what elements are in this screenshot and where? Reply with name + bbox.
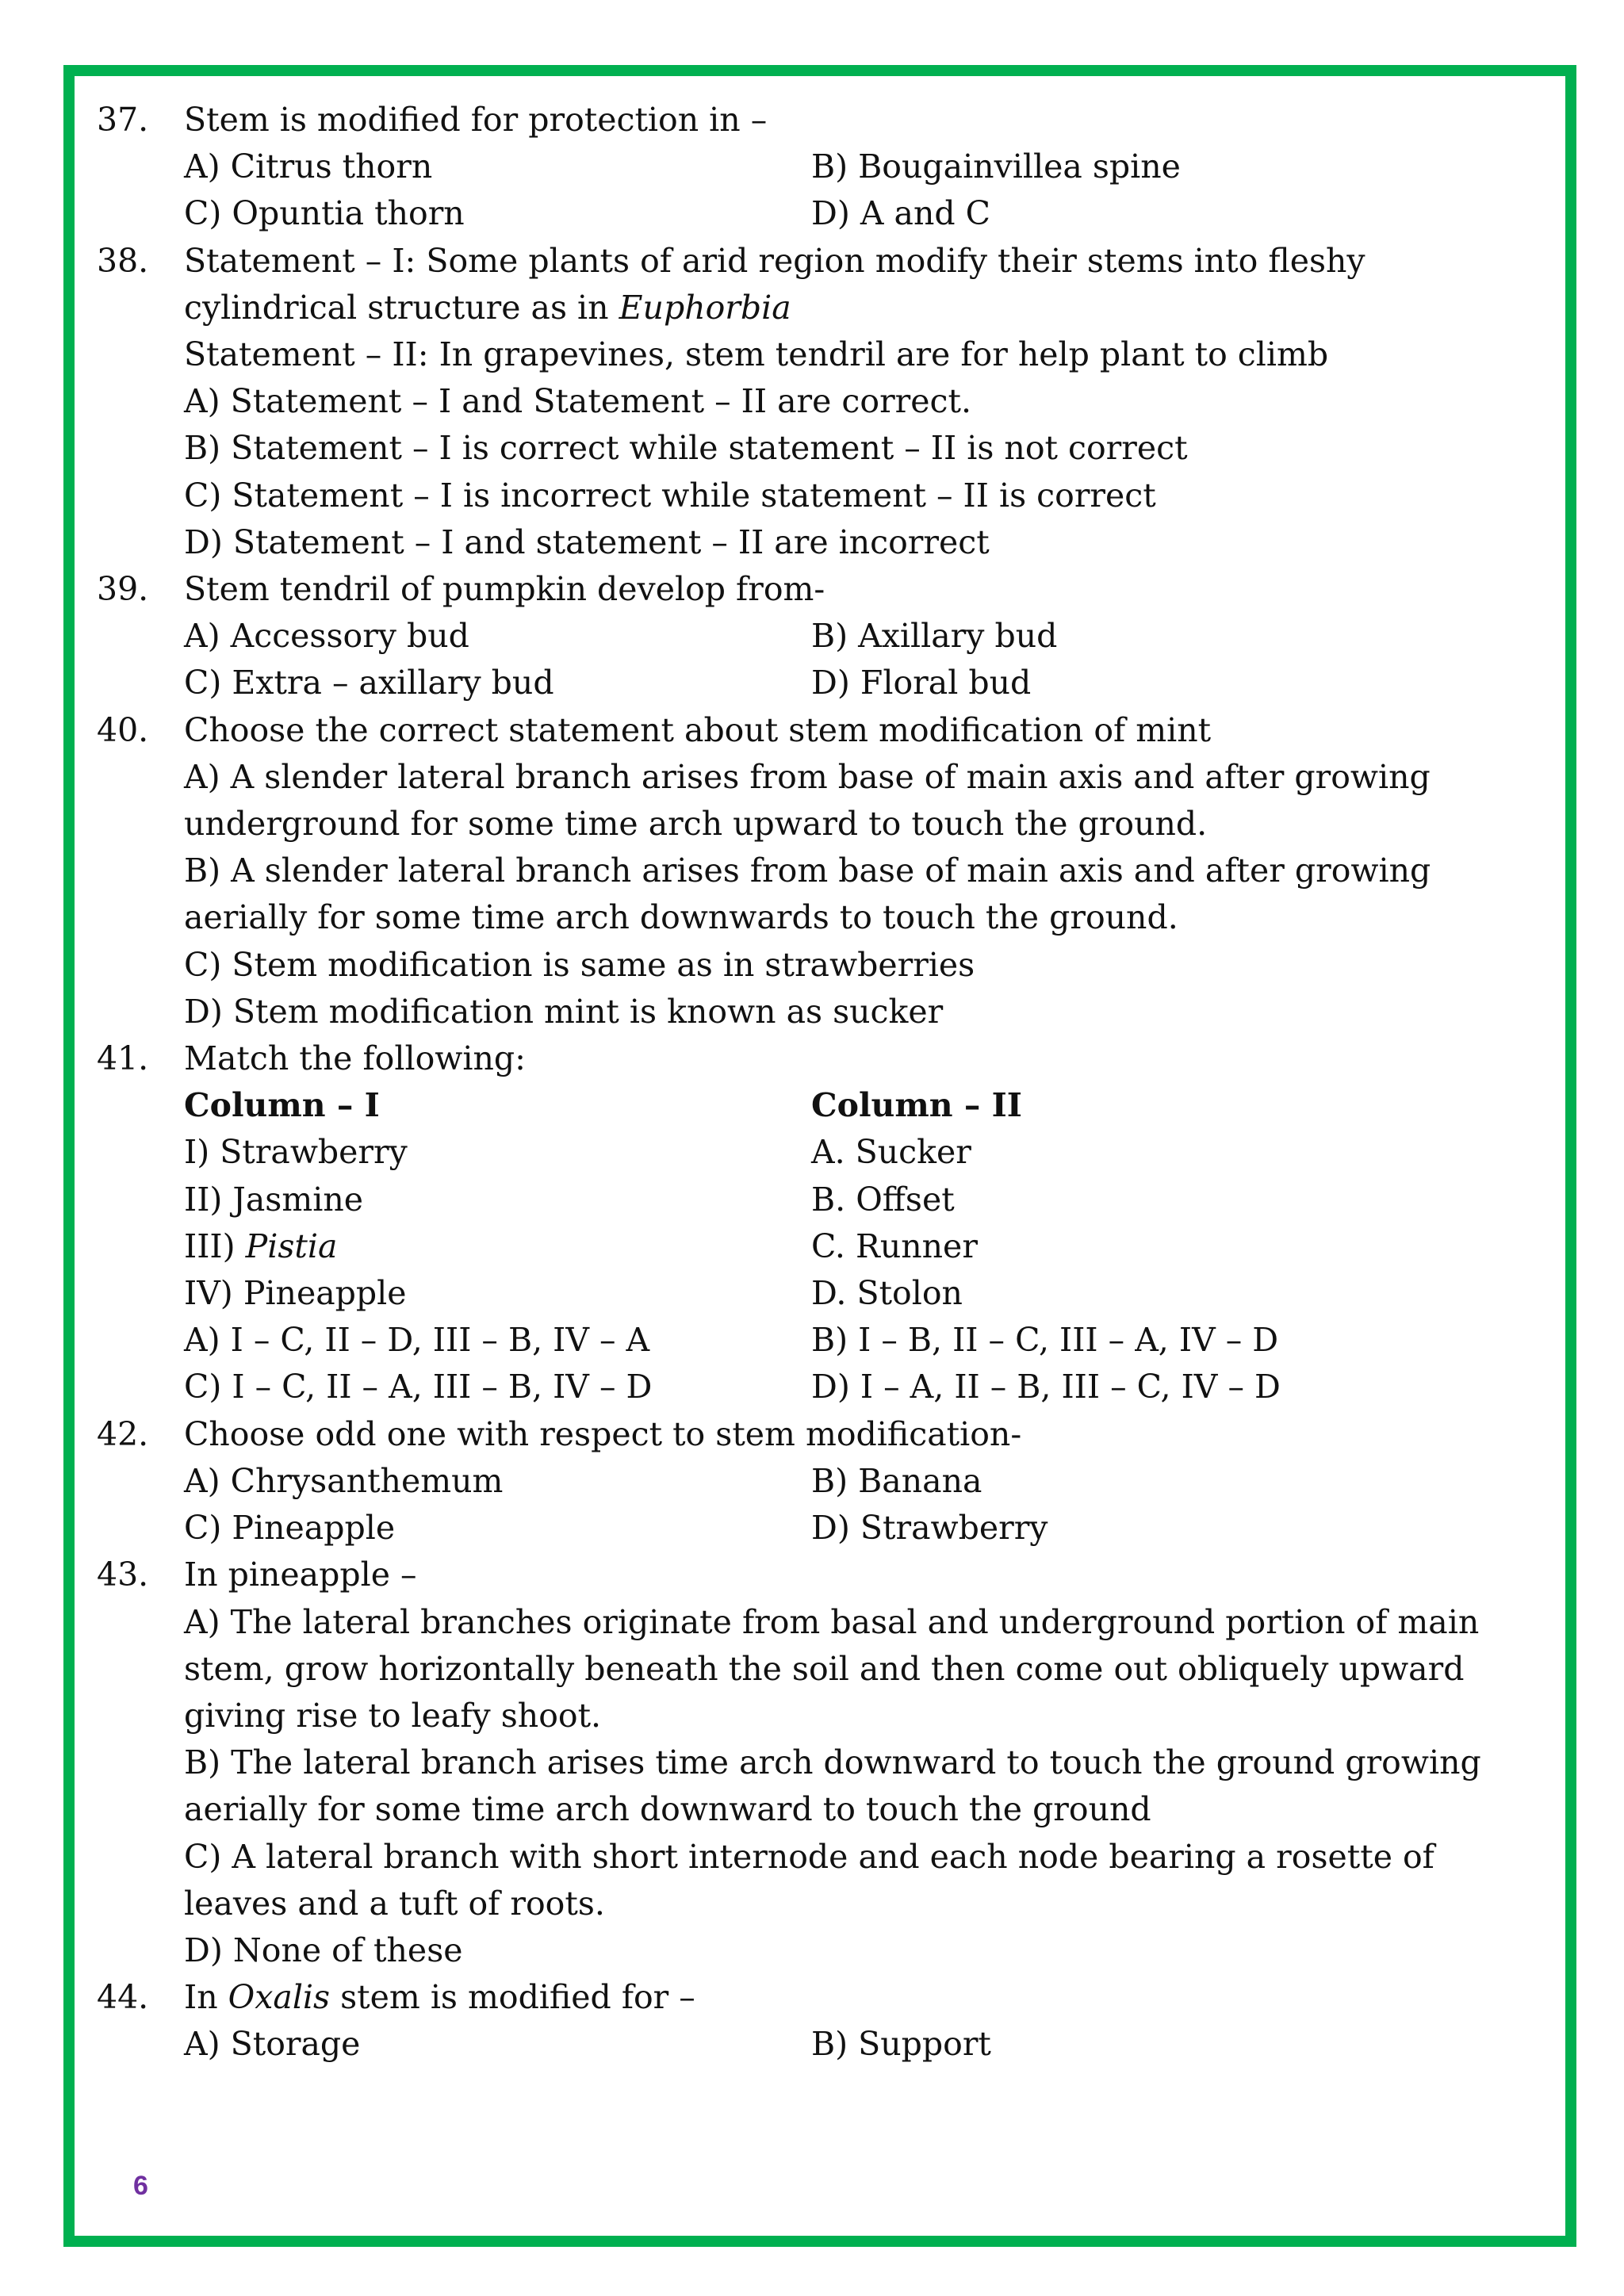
option-d: D) Stem modification mint is known as sucker — [184, 992, 944, 1031]
option-a: A) I – C, II – D, III – B, IV – A — [184, 1321, 650, 1360]
question-39 — [97, 566, 1532, 707]
option-c: C) Extra – axillary bud — [184, 664, 554, 702]
match-table — [184, 1082, 1532, 1410]
column-2-item: C. Runner — [811, 1226, 978, 1265]
question-number: 43. — [97, 1556, 149, 1594]
option-b: B) Statement – I is correct while statement – II is not correct — [184, 429, 1188, 468]
option-d: D) I – A, II – B, III – C, IV – D — [811, 1368, 1281, 1406]
question-number: 37. — [97, 101, 149, 139]
option-b: B) Banana — [811, 1461, 982, 1500]
column-2-item: D. Stolon — [811, 1274, 963, 1313]
question-text: In pineapple – — [184, 1556, 417, 1594]
question-43 — [97, 1552, 1532, 1974]
option-d: D) Strawberry — [811, 1509, 1048, 1548]
question-number: 44. — [97, 1978, 149, 2017]
column-1-heading: Column – I — [184, 1086, 380, 1125]
question-text: In Oxalis stem is modified for – — [184, 1978, 695, 2017]
option-a: A) Chrysanthemum — [184, 1461, 504, 1500]
option-c: C) I – C, II – A, III – B, IV – D — [184, 1368, 653, 1406]
question-number: 41. — [97, 1039, 149, 1078]
option-a: A) Storage — [184, 2025, 361, 2064]
option-a: A) A slender lateral branch arises from base of main axis and after growing underground for some time arch upward to touch the ground. — [184, 757, 1431, 844]
species-name: Oxalis — [228, 1978, 331, 2017]
question-37 — [97, 97, 1532, 238]
question-number: 39. — [97, 570, 149, 609]
question-text: Stem is modified for protection in – — [184, 101, 768, 139]
option-d: D) Floral bud — [811, 664, 1032, 702]
option-c: C) A lateral branch with short internode and each node bearing a rosette of leaves and a tuft of roots. — [184, 1837, 1434, 1923]
option-a: A) The lateral branches originate from basal and underground portion of main stem, grow horizontally beneath the soil and then come out obliquely upward giving rise to leafy shoot. — [184, 1602, 1480, 1735]
page-number: 6 — [133, 2171, 148, 2201]
option-c: C) Stem modification is same as in strawberries — [184, 945, 975, 984]
option-a: A) Accessory bud — [184, 617, 469, 656]
question-38 — [97, 238, 1532, 566]
species-name: Euphorbia — [619, 288, 791, 327]
option-d: D) None of these — [184, 1931, 463, 1969]
column-1-item: I) Strawberry — [184, 1133, 408, 1172]
option-c: C) Pineapple — [184, 1509, 396, 1548]
question-40 — [97, 707, 1532, 1035]
question-list — [97, 97, 1532, 2068]
question-42 — [97, 1411, 1532, 1552]
option-a: A) Statement – I and Statement – II are correct. — [184, 382, 972, 421]
option-a: A) Citrus thorn — [184, 147, 433, 186]
question-text: Choose odd one with respect to stem modification- — [184, 1414, 1022, 1453]
option-d: D) A and C — [811, 194, 991, 233]
option-b: B) A slender lateral branch arises from base of main axis and after growing aerially for some time arch downwards to touch the ground. — [184, 851, 1431, 937]
option-b: B) Axillary bud — [811, 617, 1058, 656]
species-name: Pistia — [245, 1226, 338, 1265]
question-text: Stem tendril of pumpkin develop from- — [184, 570, 825, 609]
question-text: Choose the correct statement about stem modification of mint — [184, 710, 1212, 749]
column-1-item: IV) Pineapple — [184, 1274, 407, 1313]
column-2-heading: Column – II — [811, 1086, 1022, 1125]
option-b: B) I – B, II – C, III – A, IV – D — [811, 1321, 1279, 1360]
question-number: 38. — [97, 241, 149, 280]
column-1-item: III) Pistia — [184, 1226, 338, 1265]
column-2-item: B. Offset — [811, 1180, 955, 1219]
column-2-item: A. Sucker — [811, 1133, 971, 1172]
column-1-item: II) Jasmine — [184, 1180, 364, 1219]
option-b: B) Bougainvillea spine — [811, 147, 1181, 186]
question-number: 42. — [97, 1414, 149, 1453]
option-d: D) Statement – I and statement – II are incorrect — [184, 522, 990, 561]
question-text: Match the following: — [184, 1039, 526, 1078]
question-number: 40. — [97, 710, 149, 749]
option-c: C) Opuntia thorn — [184, 194, 465, 233]
statement-1: Statement – I: Some plants of arid region modify their stems into fleshy cylindrical structure as in Euphorbia — [184, 241, 1365, 327]
option-b: B) The lateral branch arises time arch downward to touch the ground growing aerially for some time arch downward to touch the ground — [184, 1743, 1481, 1829]
question-41 — [97, 1035, 1532, 1411]
statement-2: Statement – II: In grapevines, stem tendril are for help plant to climb — [184, 335, 1329, 374]
question-44 — [97, 1974, 1532, 2068]
option-b: B) Support — [811, 2025, 991, 2064]
option-c: C) Statement – I is incorrect while statement – II is correct — [184, 476, 1156, 515]
